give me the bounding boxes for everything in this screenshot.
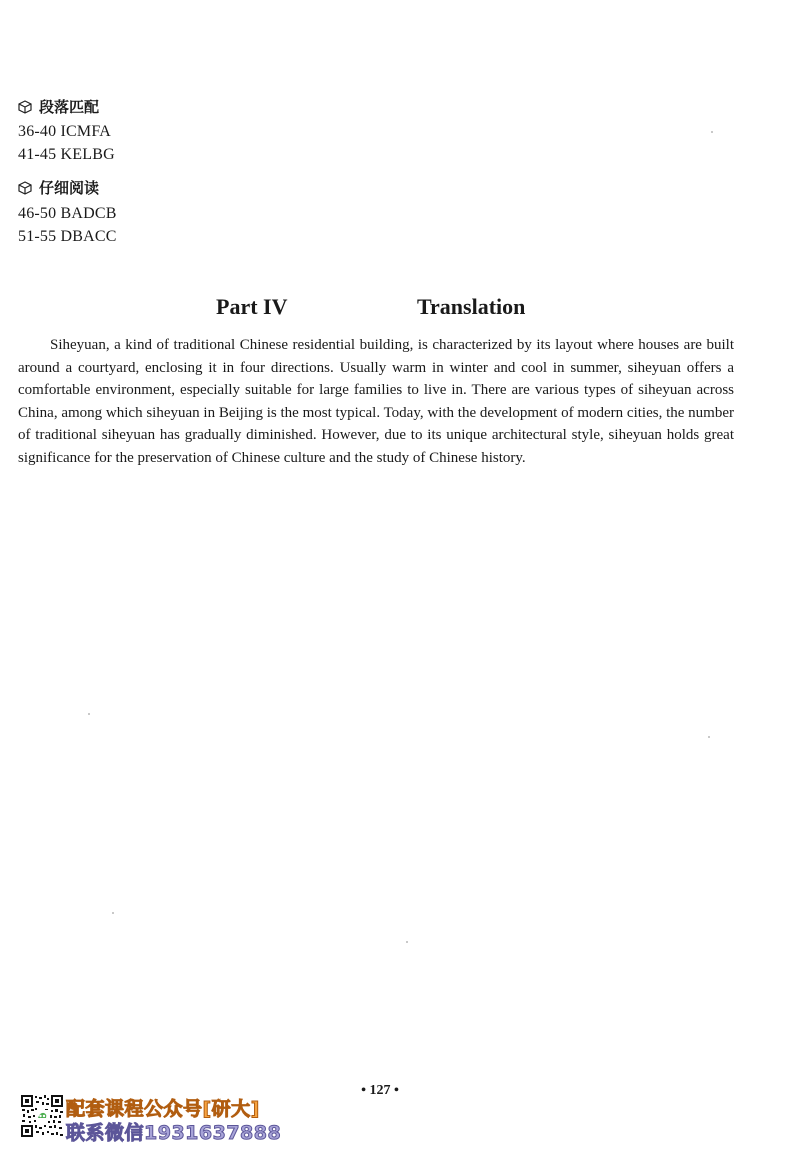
translation-paragraph: Siheyuan, a kind of traditional Chinese residential building, is characterized by its layout where houses are built around a courtyard, enclosing it in four directions. Usually warm in winter and cool in summer, siheyuan offers a comfortable environment, especially suitable for large families to live in. There are various types of siheyuan across China, among which siheyuan in Beijing is the most typical. Today, with the development of modern cities, the number of traditional siheyuan has gradually diminished. However, due to its unique architectural style, siheyuan holds great significance for the preservation of Chinese culture and the study of Chinese history. [18, 337, 734, 466]
scan-speck [406, 941, 408, 943]
cube-icon [18, 181, 32, 195]
section-heading-label: 仔细阅读 [39, 179, 100, 197]
section-heading-careful-reading [18, 177, 99, 198]
qr-code-icon [20, 1094, 64, 1138]
cube-icon [18, 100, 32, 114]
promo-watermark [20, 1094, 320, 1142]
part-number-label: Part IV [216, 294, 288, 319]
page-number: • 127 • [361, 1083, 399, 1098]
part-title: Translation [417, 294, 526, 319]
scan-speck [112, 912, 114, 914]
promo-line-contact: 联系微信1931637888 [66, 1122, 282, 1144]
answer-line: 46-50 BADCB [18, 205, 117, 222]
section-heading-label: 段落匹配 [39, 98, 100, 116]
section-heading-paragraph-matching [18, 96, 99, 117]
scan-speck [711, 131, 713, 133]
answer-line: 36-40 ICMFA [18, 123, 112, 140]
scan-speck [88, 713, 90, 715]
answer-line: 51-55 DBACC [18, 228, 117, 245]
promo-line-course: 配套课程公众号[研大] [66, 1098, 260, 1120]
answer-line: 41-45 KELBG [18, 146, 115, 163]
scan-speck [708, 736, 710, 738]
